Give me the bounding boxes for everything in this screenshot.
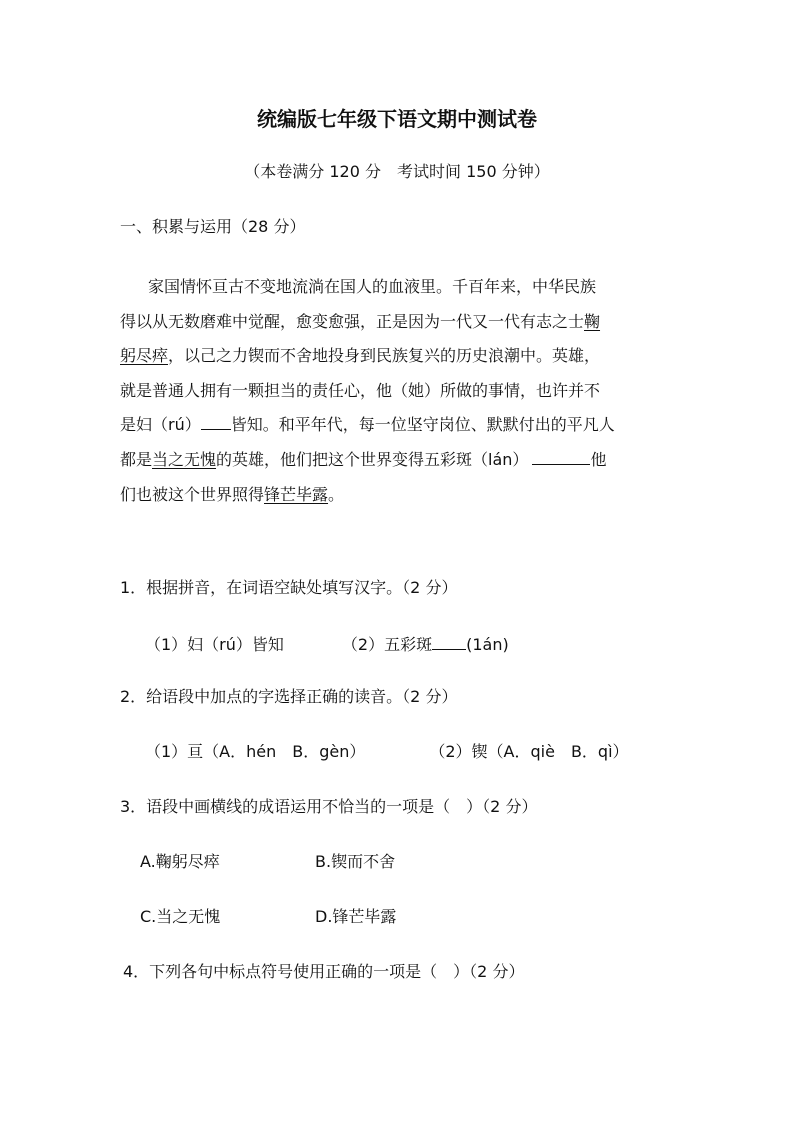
passage-text: 皆知。和平年代，每一位坚守岗位、默默付出的平凡人 [230,415,615,435]
passage-line-6 [120,443,680,478]
passage-text: ，以己之力锲而不舍地投身到民族复兴的历史浪潮中。英雄， [168,346,601,366]
answer-blank[interactable] [432,633,466,650]
answer-blank[interactable] [201,413,231,430]
question-2-item-a: （1）亘（A．hén B．gèn） [145,742,366,761]
passage-line-7 [120,478,680,513]
underlined-idiom-dangzhi: 当之无愧 [152,449,217,469]
passage-text: 是妇（rú） [120,415,201,435]
passage-line-5 [120,408,680,443]
underlined-idiom-jugong-part2: 躬尽瘁 [120,346,169,366]
passage-line-3 [120,339,680,374]
question-3-option-b: B.锲而不舍 [315,852,396,871]
passage-text: 们也被这个世界照得 [120,484,265,504]
question-1-stem: 1．根据拼音，在词语空缺处填写汉字。（2 分） [120,578,458,597]
question-3-option-d: D.锋芒毕露 [315,907,397,926]
question-2-item-b: （2）锲（A．qiè B．qì） [429,742,629,761]
answer-blank[interactable] [532,448,590,465]
passage-text: 他 [590,449,607,469]
section-heading: 一、积累与运用（28 分） [120,217,306,236]
question-3-stem: 3．语段中画横线的成语运用不恰当的一项是（ ）（2 分） [120,797,538,816]
passage-text: 都是 [120,449,153,469]
question-3-option-a: A.鞠躬尽瘁 [140,852,220,871]
question-2-items [145,742,629,762]
question-1-item-b: （2）五彩斑 [341,635,433,654]
passage-text: 得以从无数磨难中觉醒，愈变愈强，正是因为一代又一代有志之士 [120,311,585,331]
question-1-item-a: （1）妇（rú）皆知 [145,635,284,654]
question-1-items [145,633,509,655]
question-2-stem: 2．给语段中加点的字选择正确的读音。（2 分） [120,687,458,706]
passage-text: 就是普通人拥有一颗担当的责任心，他（她）所做的事情，也许并不 [120,380,601,400]
page-title: 统编版七年级下语文期中测试卷 [257,107,537,131]
underlined-idiom-fengmang: 锋芒毕露 [264,484,329,504]
passage-line-1 [120,270,680,305]
passage-text: 。 [328,484,345,504]
question-4-stem: 4．下列各句中标点符号使用正确的一项是（ ）（2 分） [123,962,525,981]
question-1-item-b-pinyin: (1án) [466,635,509,654]
passage-line-2 [120,305,680,340]
page-subtitle: （本卷满分 120 分 考试时间 150 分钟） [244,162,550,181]
passage-text: 的英雄，他们把这个世界变得五彩斑（lán） [216,449,529,469]
reading-passage [120,270,680,512]
passage-line-4 [120,374,680,409]
underlined-idiom-jugong-part1: 鞠 [584,311,601,331]
question-3-option-c: C.当之无愧 [140,907,221,926]
passage-text: 家国情怀亘古不变地流淌在国人的血液里。千百年来，中华民族 [148,277,597,296]
